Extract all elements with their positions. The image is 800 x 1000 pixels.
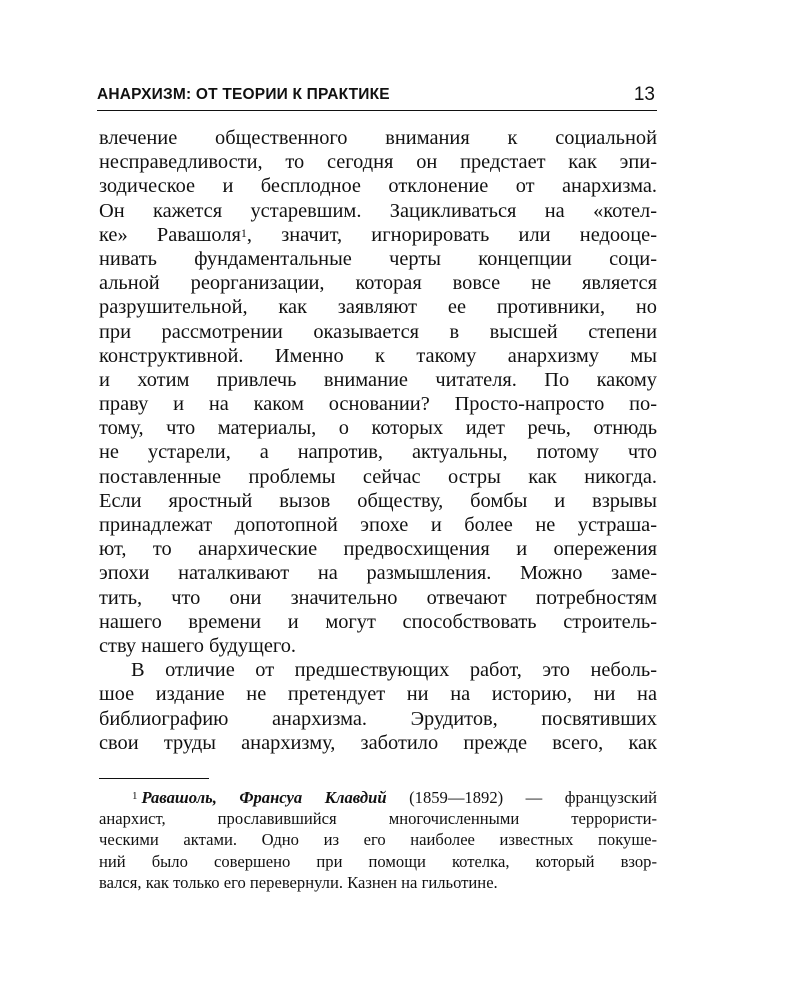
text-line: ют, то анархические предвосхищения и опережения bbox=[99, 538, 657, 561]
text-line: тить, что они значительно отвечают потребностям bbox=[99, 586, 657, 609]
footnote-mark: 1 bbox=[132, 790, 138, 802]
text-fragment: ке» Равашоля bbox=[99, 223, 241, 246]
text-line: нивать фундаментальные черты концепции соци- bbox=[99, 247, 657, 270]
text-line: ству нашего будущего. bbox=[99, 634, 297, 657]
running-title: АНАРХИЗМ: ОТ ТЕОРИИ К ПРАКТИКЕ bbox=[97, 86, 390, 103]
running-header bbox=[97, 84, 657, 108]
text-line: зодическое и бесплодное отклонение от анархизма. bbox=[99, 175, 657, 198]
text-line: и хотим привлечь внимание читателя. По какому bbox=[99, 368, 657, 391]
text-line: поставленные проблемы сейчас остры как никогда. bbox=[99, 465, 657, 488]
text-line: альной реорганизации, которая вовсе не является bbox=[99, 272, 657, 295]
footnote-line bbox=[99, 787, 657, 808]
text-fragment: (1859—1892) — французский bbox=[386, 788, 657, 807]
text-line: шое издание не претендует ни на историю, ни на bbox=[99, 683, 657, 706]
footnote-person-name: Равашоль, Франсуа Клавдий bbox=[141, 788, 387, 807]
text-line: тому, что материалы, о которых идет речь, отнюдь bbox=[99, 417, 657, 440]
paragraph-first-line: В отличие от предшествующих работ, это неболь- bbox=[131, 659, 657, 682]
footnote-line: анархист, прославившийся многочисленными террористи- bbox=[99, 809, 657, 829]
text-line: принадлежат допотопной эпохе и более не устраша- bbox=[99, 514, 657, 536]
footnote-line: вался, как только его перевернули. Казнен на гильотине. bbox=[99, 872, 498, 892]
main-text bbox=[99, 126, 657, 755]
text-line: праву и на каком основании? Просто-напросто по- bbox=[99, 393, 657, 416]
text-line: Он кажется устаревшим. Зацикливаться на «котел- bbox=[99, 199, 657, 222]
text-fragment: , значит, игнорировать или недооце- bbox=[246, 223, 657, 246]
text-line: свои труды анархизму, заботило прежде всего, как bbox=[99, 731, 657, 754]
footnote-separator bbox=[99, 778, 209, 779]
text-line-with-footnote-ref bbox=[99, 223, 657, 247]
header-rule bbox=[97, 110, 657, 111]
text-line: библиографию анархизма. Эрудитов, посвятивших bbox=[99, 707, 657, 730]
text-line: конструктивной. Именно к такому анархизму мы bbox=[99, 344, 657, 367]
footnote-reference: 1 bbox=[240, 225, 247, 240]
text-line: Если яростный вызов обществу, бомбы и взрывы bbox=[99, 489, 657, 512]
footnote-line: ческими актами. Одно из его наиболее известных покуше- bbox=[99, 830, 657, 850]
text-line: при рассмотрении оказывается в высшей степени bbox=[99, 320, 657, 343]
text-line: разрушительной, как заявляют ее противники, но bbox=[99, 296, 657, 319]
text-line: не устарели, а напротив, актуальны, потому что bbox=[99, 441, 657, 464]
text-line: нашего времени и могут способствовать строитель- bbox=[99, 610, 657, 633]
footnote bbox=[99, 787, 657, 893]
text-line: эпохи наталкивают на размышления. Можно заме- bbox=[99, 562, 657, 585]
text-line: несправедливости, то сегодня он предстает как эпи- bbox=[99, 151, 657, 174]
page-number: 13 bbox=[633, 84, 655, 105]
text-line: влечение общественного внимания к социальной bbox=[99, 127, 657, 149]
footnote-line: ний было совершено при помощи котелка, который взор- bbox=[99, 851, 657, 871]
